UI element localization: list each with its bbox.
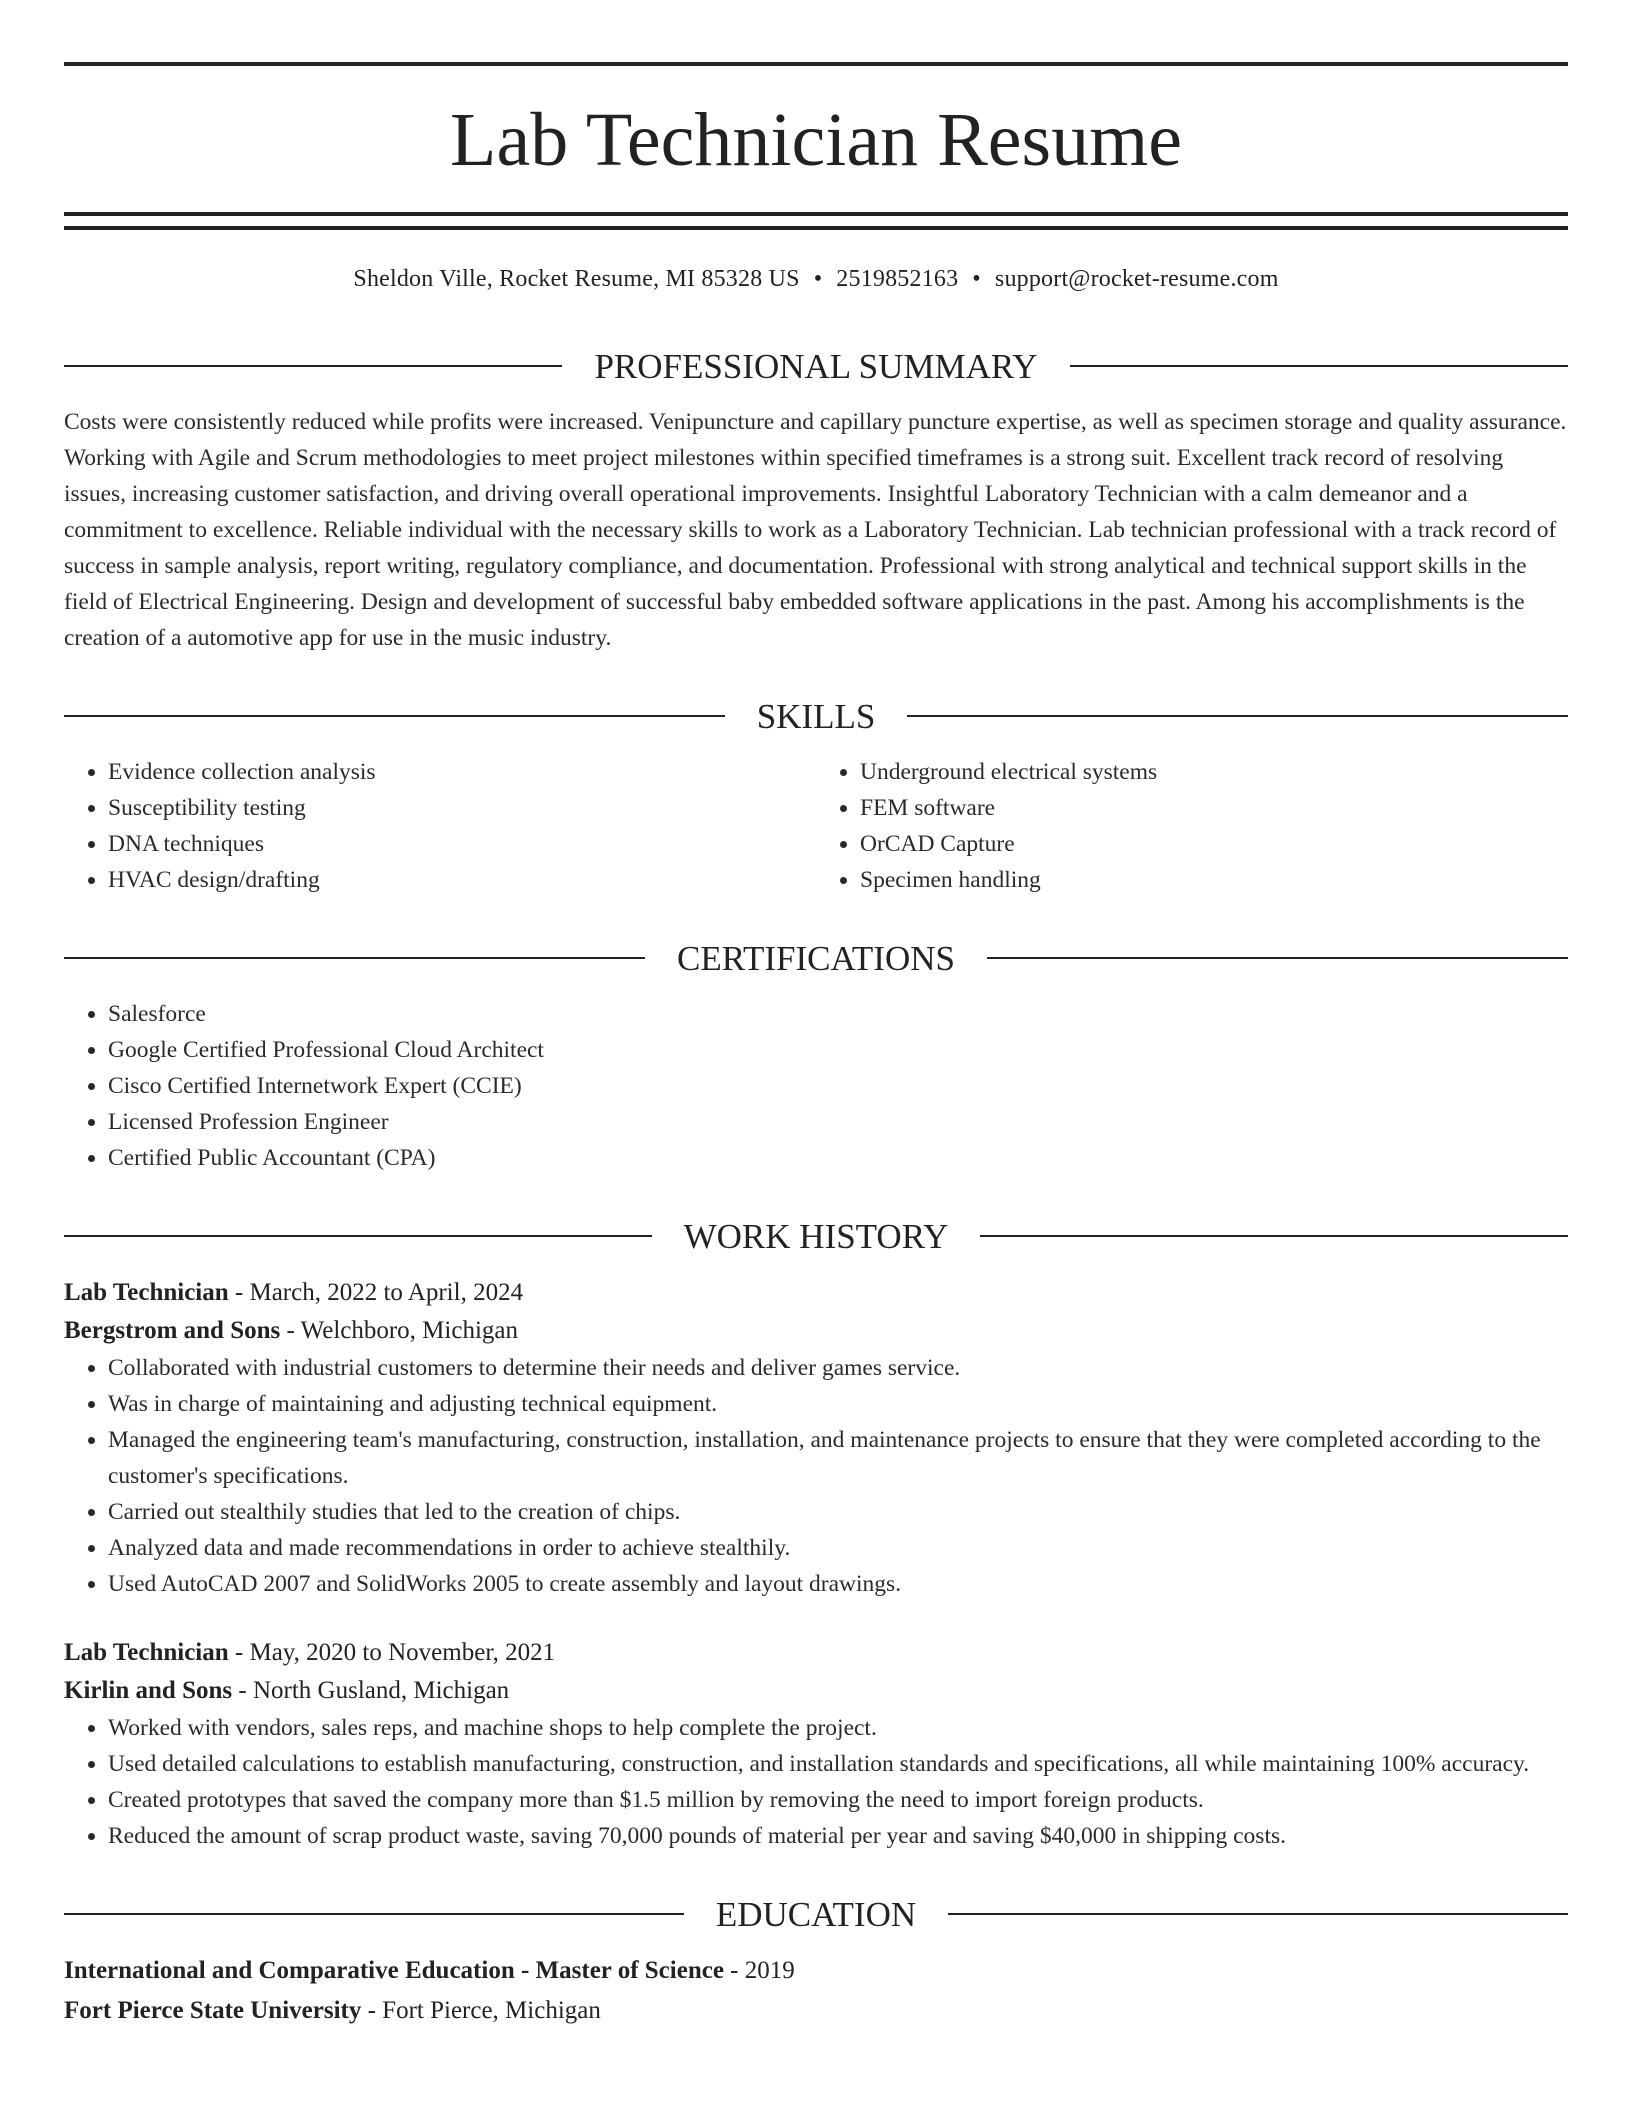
job-bullet: • Analyzed data and made recommendations in order to achieve stealthily. bbox=[108, 1530, 1568, 1566]
skill-item: • DNA techniques bbox=[108, 826, 816, 862]
job-bullet: • Collaborated with industrial customers to determine their needs and deliver games service. bbox=[108, 1350, 1568, 1386]
job-bullet: • Used detailed calculations to establish manufacturing, construction, and installation standards and specifications, all while maintaining 100% accuracy. bbox=[108, 1746, 1568, 1782]
job-location: - Welchboro, Michigan bbox=[280, 1317, 518, 1344]
job-role: Lab Technician bbox=[64, 1639, 229, 1666]
heading-rule-right bbox=[980, 1235, 1568, 1237]
heading-rule-left bbox=[64, 1913, 684, 1915]
skill-item: • Susceptibility testing bbox=[108, 790, 816, 826]
section-title-work: WORK HISTORY bbox=[683, 1216, 949, 1256]
certification-item: • Google Certified Professional Cloud Architect bbox=[108, 1032, 1568, 1068]
contact-separator: • bbox=[813, 266, 823, 292]
education-location: - Fort Pierce, Michigan bbox=[361, 1997, 601, 2024]
heading-rule-right bbox=[907, 715, 1568, 717]
education-block bbox=[64, 1952, 1568, 2030]
skill-item: • Underground electrical systems bbox=[860, 754, 1568, 790]
section-heading-skills bbox=[64, 694, 1568, 738]
heading-rule-right bbox=[1070, 365, 1568, 367]
job-bullet: • Was in charge of maintaining and adjusting technical equipment. bbox=[108, 1386, 1568, 1422]
certification-item: • Certified Public Accountant (CPA) bbox=[108, 1140, 1568, 1176]
contact-separator: • bbox=[972, 266, 981, 292]
section-heading-certifications bbox=[64, 936, 1568, 980]
job-entry bbox=[64, 1274, 1568, 1602]
section-title-certifications: CERTIFICATIONS bbox=[677, 938, 955, 978]
skills-list-left bbox=[64, 754, 816, 898]
heading-rule-left bbox=[64, 957, 645, 959]
section-heading-summary bbox=[64, 344, 1568, 388]
section-heading-education bbox=[64, 1892, 1568, 1936]
skills-list-right bbox=[816, 754, 1568, 898]
skill-item: • Evidence collection analysis bbox=[108, 754, 816, 790]
job-company: Kirlin and Sons bbox=[64, 1677, 233, 1704]
contact-line bbox=[64, 266, 1568, 306]
job-bullets bbox=[64, 1710, 1568, 1854]
education-year: - 2019 bbox=[723, 1957, 795, 1984]
contact-phone: 2519852163 bbox=[836, 266, 959, 292]
heading-rule-left bbox=[64, 1235, 652, 1237]
education-school: Fort Pierce State University bbox=[64, 1997, 362, 2024]
section-title-summary: PROFESSIONAL SUMMARY bbox=[594, 346, 1038, 386]
heading-rule-right bbox=[987, 957, 1568, 959]
job-bullet: • Used AutoCAD 2007 and SolidWorks 2005 to create assembly and layout drawings. bbox=[108, 1566, 1568, 1602]
job-role-line bbox=[64, 1634, 1568, 1672]
education-degree: International and Comparative Education - Master of Science bbox=[64, 1957, 724, 1984]
job-dates: - May, 2020 to November, 2021 bbox=[228, 1639, 556, 1666]
skills-column-left bbox=[64, 754, 816, 898]
summary-text: Costs were consistently reduced while profits were increased. Venipuncture and capillary puncture expertise, as well as specimen storage and quality assurance. Working with Agile and Scrum methodologies to meet project milestones within specified timeframes is a strong suit. Excellent track record of resolving issues, increasing customer satisfaction, and driving overall operational improvements. Insightful Laboratory Technician with a calm demeanor and a commitment to excellence. Reliable individual with the necessary skills to work as a Laboratory Technician. Lab technician professional with a track record of success in sample analysis, report writing, regulatory compliance, and documentation. Professional with strong analytical and technical support skills in the field of Electrical Engineering. Design and development of successful baby embedded software applications in the past. Among his accomplishments is the creation of a automotive app for use in the music industry. bbox=[64, 409, 1567, 651]
job-company-line bbox=[64, 1672, 1568, 1710]
skill-item: • FEM software bbox=[860, 790, 1568, 826]
top-rule bbox=[64, 62, 1568, 66]
job-bullet: • Reduced the amount of scrap product waste, saving 70,000 pounds of material per year and saving $40,000 in shipping costs. bbox=[108, 1818, 1568, 1854]
job-bullet: • Carried out stealthily studies that led to the creation of chips. bbox=[108, 1494, 1568, 1530]
skills-column-right bbox=[816, 754, 1568, 898]
certification-item: • Cisco Certified Internetwork Expert (CCIE) bbox=[108, 1068, 1568, 1104]
contact-email: support@rocket-resume.com bbox=[994, 266, 1279, 292]
job-bullet: • Created prototypes that saved the company more than $1.5 million by removing the need to import foreign products. bbox=[108, 1782, 1568, 1818]
resume-title: Lab Technician Resume bbox=[450, 98, 1182, 182]
job-bullet: • Managed the engineering team's manufacturing, construction, installation, and maintenance projects to ensure that they were completed according to the customer's specifications. bbox=[108, 1422, 1568, 1494]
education-school-line bbox=[64, 1992, 1568, 2030]
heading-rule-left bbox=[64, 365, 562, 367]
contact-address: Sheldon Ville, Rocket Resume, MI 85328 US bbox=[353, 266, 800, 292]
skills-grid bbox=[64, 754, 1568, 898]
job-company: Bergstrom and Sons bbox=[64, 1317, 281, 1344]
certifications-block bbox=[64, 996, 1568, 1176]
certification-item: • Licensed Profession Engineer bbox=[108, 1104, 1568, 1140]
job-entry bbox=[64, 1634, 1568, 1854]
work-history-block bbox=[64, 1274, 1568, 1854]
job-dates: - March, 2022 to April, 2024 bbox=[228, 1279, 524, 1306]
skill-item: • HVAC design/drafting bbox=[108, 862, 816, 898]
certifications-list bbox=[64, 996, 1568, 1176]
certification-item: • Salesforce bbox=[108, 996, 1568, 1032]
job-location: - North Gusland, Michigan bbox=[232, 1677, 510, 1704]
job-role-line bbox=[64, 1274, 1568, 1312]
heading-rule-left bbox=[64, 715, 725, 717]
job-role: Lab Technician bbox=[64, 1279, 229, 1306]
heading-rule-right bbox=[948, 1913, 1568, 1915]
job-bullet: • Worked with vendors, sales reps, and machine shops to help complete the project. bbox=[108, 1710, 1568, 1746]
section-heading-work bbox=[64, 1214, 1568, 1258]
job-bullets bbox=[64, 1350, 1568, 1602]
education-degree-line bbox=[64, 1952, 1568, 1990]
section-title-education: EDUCATION bbox=[715, 1894, 917, 1934]
job-company-line bbox=[64, 1312, 1568, 1350]
skill-item: • Specimen handling bbox=[860, 862, 1568, 898]
title-double-rule bbox=[64, 212, 1568, 230]
section-title-skills: SKILLS bbox=[756, 696, 876, 736]
skill-item: • OrCAD Capture bbox=[860, 826, 1568, 862]
